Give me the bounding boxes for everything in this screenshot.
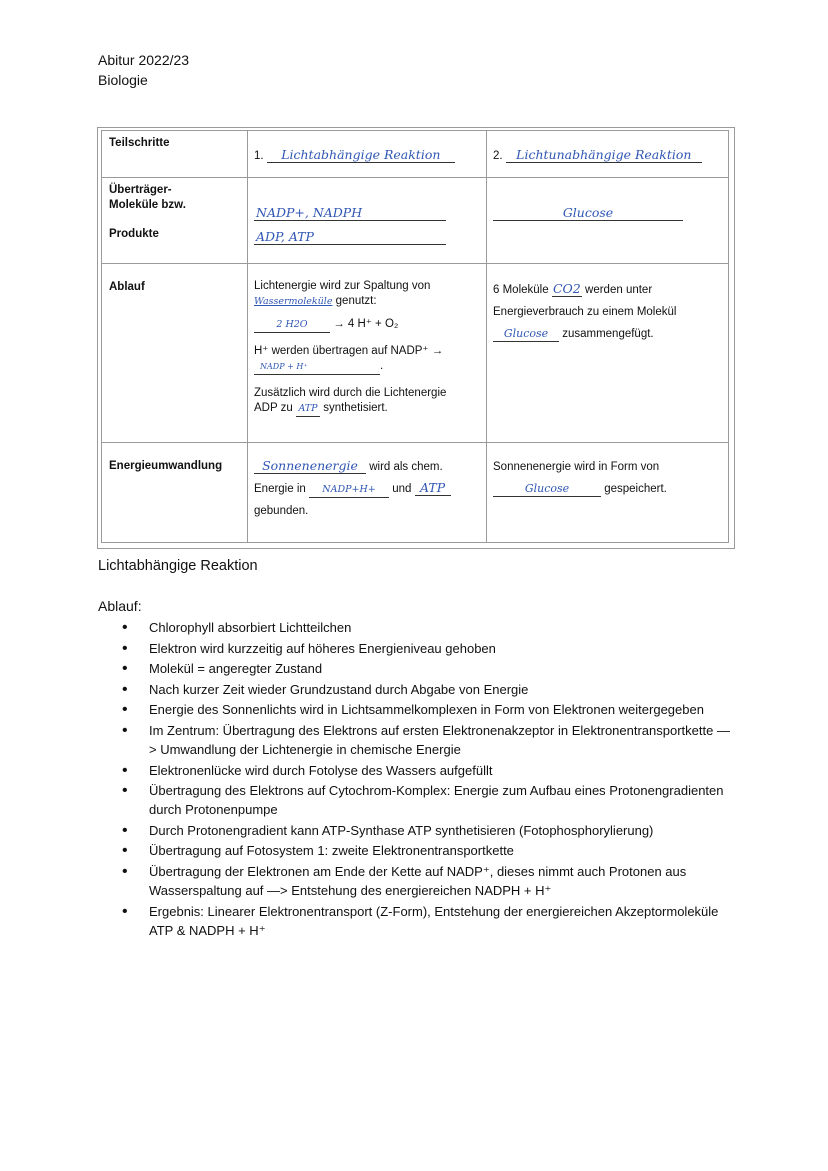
energie-text-4: gebunden. xyxy=(254,505,309,517)
list-item: • Chlorophyll absorbiert Lichtteilchen xyxy=(122,618,732,637)
handwritten-nadp-h: NADP + H⁺ xyxy=(254,360,380,375)
worksheet-table xyxy=(101,130,729,543)
list-item: • Molekül = angeregter Zustand xyxy=(122,659,732,678)
ablauf-text-6: synthetisiert. xyxy=(323,402,388,414)
header-exam: Abitur 2022/23 xyxy=(98,52,190,68)
ablauf-text-3: H⁺ werden übertragen auf NADP⁺ → xyxy=(254,345,444,357)
list-item: • Nach kurzer Zeit wieder Grundzustand durch Abgabe von Energie xyxy=(122,680,732,699)
document-header xyxy=(98,50,189,90)
ablauf-text-4: Zusätzlich wird durch die Lichtenergie xyxy=(254,387,447,399)
handwritten-product: Glucose xyxy=(493,206,683,221)
energie-text-2: Energie in xyxy=(254,483,306,495)
worksheet-table-frame xyxy=(97,127,735,549)
ablauf2-text-4: zusammengefügt. xyxy=(562,328,654,340)
list-item: • Im Zentrum: Übertragung des Elektrons auf ersten Elektronenakzeptor in Elektronentransportkette —> Umwandlung der Lichtenergie in chemische Energie xyxy=(122,721,732,759)
handwritten-atp: ATP xyxy=(296,402,320,417)
label-ablauf: Ablauf xyxy=(109,281,145,293)
label-energieumwandlung: Energieumwandlung xyxy=(109,460,223,472)
ablauf2-text-3: Energieverbrauch zu einem Molekül xyxy=(493,306,677,318)
list-item: • Elektron wird kurzzeitig auf höheres Energieniveau gehoben xyxy=(122,639,732,658)
bullet-list xyxy=(122,618,732,941)
energie2-text-1: Sonnenenergie wird in Form von xyxy=(493,461,660,473)
handwritten-sonnenenergie: Sonnenenergie xyxy=(254,459,366,474)
step-number-2: 2. xyxy=(493,150,503,162)
section-title: Lichtabhängige Reaktion xyxy=(98,558,258,574)
table-row-energieumwandlung xyxy=(102,443,729,543)
table-row-ablauf xyxy=(102,264,729,443)
list-item: • Ergebnis: Linearer Elektronentransport (Z-Form), Entstehung der energiereichen Akzeptormoleküle ATP & NADPH + H⁺ xyxy=(122,902,732,940)
handwritten-co2: CO2 xyxy=(552,281,581,296)
label-teilschritte: Teilschritte xyxy=(109,137,170,149)
handwritten-2h2o: 2 H2O xyxy=(254,318,330,333)
list-item: • Elektronenlücke wird durch Fotolyse des Wassers aufgefüllt xyxy=(122,761,732,780)
handwritten-carrier-1: NADP+, NADPH xyxy=(254,206,446,221)
ablauf2-text-2: werden unter xyxy=(585,284,653,296)
handwritten-glucose-1: Glucose xyxy=(493,327,559,342)
ablauf-text-2: genutzt: xyxy=(335,295,377,307)
list-item: • Übertragung auf Fotosystem 1: zweite Elektronentransportkette xyxy=(122,841,732,860)
table-row-teilschritte xyxy=(102,131,729,178)
ablauf-equation: → 4 H⁺ + O₂ xyxy=(333,318,399,330)
handwritten-nadph: NADP+H+ xyxy=(309,483,389,498)
list-item: • Übertragung der Elektronen am Ende der Kette auf NADP⁺, dieses nimmt auch Protonen aus Wasserspaltung auf —> Entstehung des energiereichen NADPH + H⁺ xyxy=(122,862,732,900)
ablauf-label: Ablauf: xyxy=(98,598,142,614)
handwritten-glucose-2: Glucose xyxy=(493,482,601,497)
list-item: • Durch Protonengradient kann ATP-Synthase ATP synthetisieren (Fotophosphorylierung) xyxy=(122,821,732,840)
handwritten-step-2: Lichtunabhängige Reaktion xyxy=(506,148,702,163)
list-item: • Energie des Sonnenlichts wird in Lichtsammelkomplexen in Form von Elektronen weitergegeben xyxy=(122,700,732,719)
list-item: • Übertragung des Elektrons auf Cytochrom-Komplex: Energie zum Aufbau eines Protonengradienten durch Protonenpumpe xyxy=(122,781,732,819)
ablauf2-text-1: 6 Moleküle xyxy=(493,284,549,296)
label-line-a: Überträger- xyxy=(109,184,172,196)
label-line-c: Produkte xyxy=(109,228,159,240)
table-row-produkte xyxy=(102,178,729,264)
energie-text-1: wird als chem. xyxy=(369,461,443,473)
handwritten-carrier-2: ADP, ATP xyxy=(254,230,446,245)
energie2-text-2: gespeichert. xyxy=(604,483,667,495)
step-number-1: 1. xyxy=(254,150,264,162)
ablauf-period: . xyxy=(380,360,384,372)
label-uebertraeger xyxy=(102,178,247,242)
handwritten-step-1: Lichtabhängige Reaktion xyxy=(267,148,455,163)
handwritten-wassermolekuele: Wassermoleküle xyxy=(254,296,333,307)
label-line-b: Moleküle bzw. xyxy=(109,199,186,211)
header-subject: Biologie xyxy=(98,72,148,88)
handwritten-atp-2: ATP xyxy=(415,481,451,496)
energie-text-3: und xyxy=(392,483,412,495)
ablauf-text-1: Lichtenergie wird zur Spaltung von xyxy=(254,280,431,292)
ablauf-text-5: ADP zu xyxy=(254,402,293,414)
